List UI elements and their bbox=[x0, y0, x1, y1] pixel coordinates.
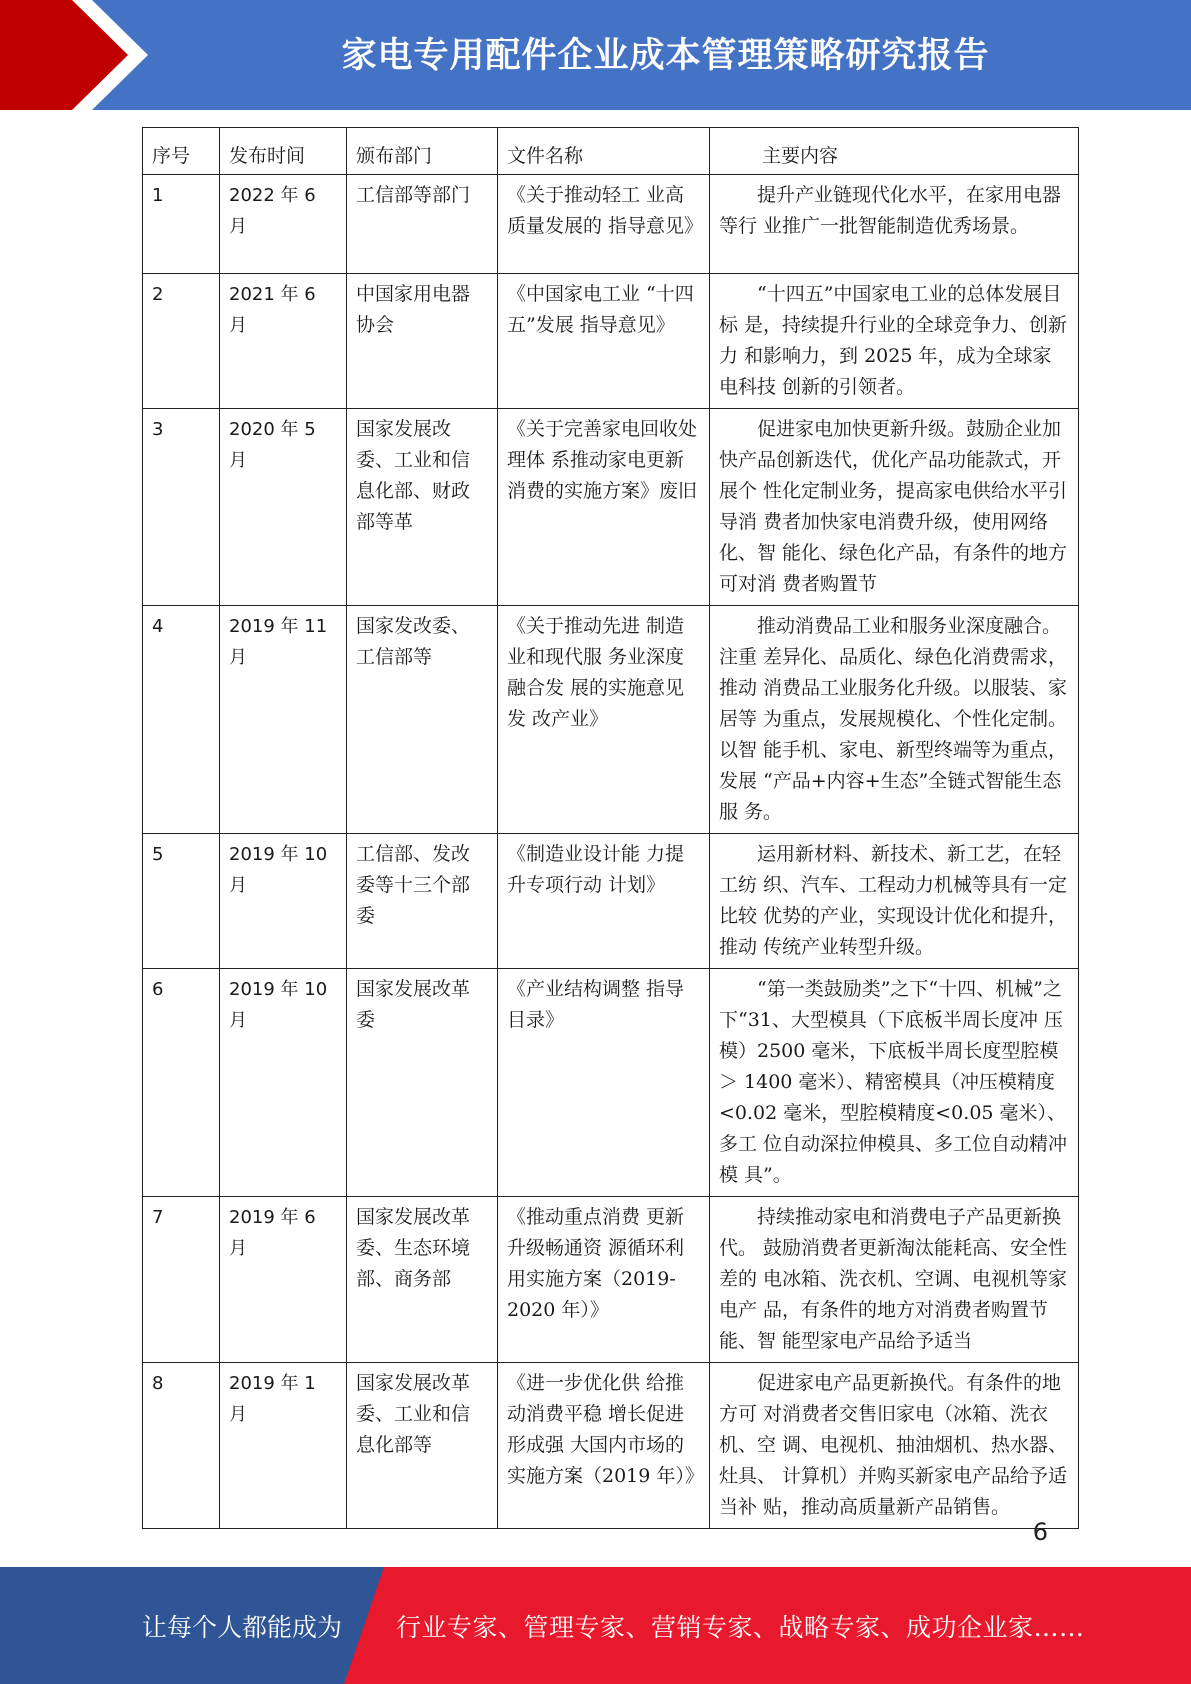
row-num: 6 bbox=[143, 969, 220, 1197]
arrow-decoration bbox=[0, 0, 200, 110]
row-dept: 国家发展改革委、工业和信息化部等 bbox=[347, 1363, 498, 1529]
table-row bbox=[143, 409, 1079, 606]
row-doc: 《进一步优化供 给推动消费平稳 增长促进形成强 大国内市场的实施方案（2019 年）》 bbox=[498, 1363, 710, 1529]
header-date: 发布时间 bbox=[220, 128, 347, 175]
table-row bbox=[143, 606, 1079, 834]
row-content: 促进家电加快更新升级。鼓励企业加快产品创新迭代，优化产品功能款式，开展个 性化定制业务，提高家电供给水平引导消 费者加快家电消费升级，使用网络化、智 能化、绿色化产品，有条件的地方可对消 费者购置节 bbox=[710, 409, 1079, 606]
page-footer bbox=[0, 1567, 1191, 1684]
header-doc: 文件名称 bbox=[498, 128, 710, 175]
row-content: 促进家电产品更新换代。有条件的地方可 对消费者交售旧家电（冰箱、洗衣机、空 调、电视机、抽油烟机、热水器、灶具、 计算机）并购买新家电产品给予适当补 贴，推动高质量新产品销售。 bbox=[710, 1363, 1079, 1529]
row-dept: 工信部等部门 bbox=[347, 175, 498, 274]
table-row bbox=[143, 834, 1079, 969]
report-title: 家电专用配件企业成本管理策略研究报告 bbox=[341, 36, 990, 76]
row-content: “十四五”中国家电工业的总体发展目标 是，持续提升行业的全球竞争力、创新力 和影响力，到 2025 年，成为全球家电科技 创新的引领者。 bbox=[710, 274, 1079, 409]
row-dept: 国家发展改革委、生态环境部、商务部 bbox=[347, 1197, 498, 1363]
row-dept: 工信部、发改委等十三个部委 bbox=[347, 834, 498, 969]
row-num: 4 bbox=[143, 606, 220, 834]
header-dept: 颁布部门 bbox=[347, 128, 498, 175]
footer-slogan-left: 让每个人都能成为 bbox=[142, 1612, 343, 1642]
footer-slogan-right: 行业专家、管理专家、营销专家、战略专家、成功企业家…… bbox=[396, 1612, 1085, 1642]
header-num: 序号 bbox=[143, 128, 220, 175]
row-num: 1 bbox=[143, 175, 220, 274]
policy-table bbox=[142, 127, 1079, 1529]
row-content: 提升产业链现代化水平，在家用电器等行 业推广一批智能制造优秀场景。 bbox=[710, 175, 1079, 274]
row-date: 2021 年 6 月 bbox=[220, 274, 347, 409]
row-dept: 国家发展改革委 bbox=[347, 969, 498, 1197]
row-num: 5 bbox=[143, 834, 220, 969]
row-doc: 《关于推动先进 制造业和现代服 务业深度融合发 展的实施意见发 改产业》 bbox=[498, 606, 710, 834]
table-row bbox=[143, 175, 1079, 274]
header-content: 主要内容 bbox=[710, 128, 1079, 175]
row-doc: 《中国家电工业 “十四五”发展 指导意见》 bbox=[498, 274, 710, 409]
row-doc: 《关于推动轻工 业高质量发展的 指导意见》 bbox=[498, 175, 710, 274]
row-date: 2020 年 5 月 bbox=[220, 409, 347, 606]
table-header-row bbox=[143, 128, 1079, 175]
row-num: 7 bbox=[143, 1197, 220, 1363]
row-date: 2019 年 6 月 bbox=[220, 1197, 347, 1363]
row-date: 2019 年 10 月 bbox=[220, 834, 347, 969]
row-doc: 《推动重点消费 更新升级畅通资 源循环利用实施方案（2019- 2020 年）》 bbox=[498, 1197, 710, 1363]
row-doc: 《关于完善家电回收处理体 系推动家电更新 消费的实施方案》废旧 bbox=[498, 409, 710, 606]
table-row bbox=[143, 274, 1079, 409]
row-doc: 《制造业设计能 力提升专项行动 计划》 bbox=[498, 834, 710, 969]
row-content: 推动消费品工业和服务业深度融合。注重 差异化、品质化、绿色化消费需求，推动 消费品工业服务化升级。以服装、家居等 为重点，发展规模化、个性化定制。以智 能手机、家电、新型终端等为重点，发展 “产品+内容+生态”全链式智能生态服 务。 bbox=[710, 606, 1079, 834]
row-doc: 《产业结构调整 指导目录》 bbox=[498, 969, 710, 1197]
row-num: 2 bbox=[143, 274, 220, 409]
page-number: 6 bbox=[1032, 1518, 1048, 1546]
row-date: 2019 年 11 月 bbox=[220, 606, 347, 834]
row-date: 2019 年 1 月 bbox=[220, 1363, 347, 1529]
row-content: 持续推动家电和消费电子产品更新换代。 鼓励消费者更新淘汰能耗高、安全性差的 电冰箱、洗衣机、空调、电视机等家电产 品，有条件的地方对消费者购置节能、智 能型家电产品给予适当 bbox=[710, 1197, 1079, 1363]
row-date: 2022 年 6 月 bbox=[220, 175, 347, 274]
row-content: 运用新材料、新技术、新工艺，在轻工纺 织、汽车、工程动力机械等具有一定比较 优势的产业，实现设计优化和提升，推动 传统产业转型升级。 bbox=[710, 834, 1079, 969]
row-dept: 国家发改委、工信部等 bbox=[347, 606, 498, 834]
row-num: 8 bbox=[143, 1363, 220, 1529]
row-date: 2019 年 10 月 bbox=[220, 969, 347, 1197]
row-content: “第一类鼓励类”之下“十四、机械”之下“31、大型模具（下底板半周长度冲 压模）2500 毫米，下底板半周长度型腔模 ＞ 1400 毫米）、精密模具（冲压模精度 <0.02 毫米，型腔模精度<0.05 毫米）、多工 位自动深拉伸模具、多工位自动精冲模 具”。 bbox=[710, 969, 1079, 1197]
row-num: 3 bbox=[143, 409, 220, 606]
row-dept: 中国家用电器协会 bbox=[347, 274, 498, 409]
table-row bbox=[143, 1363, 1079, 1529]
page-header bbox=[0, 0, 1191, 110]
row-dept: 国家发展改委、工业和信息化部、财政部等革 bbox=[347, 409, 498, 606]
table-row bbox=[143, 969, 1079, 1197]
table-row bbox=[143, 1197, 1079, 1363]
